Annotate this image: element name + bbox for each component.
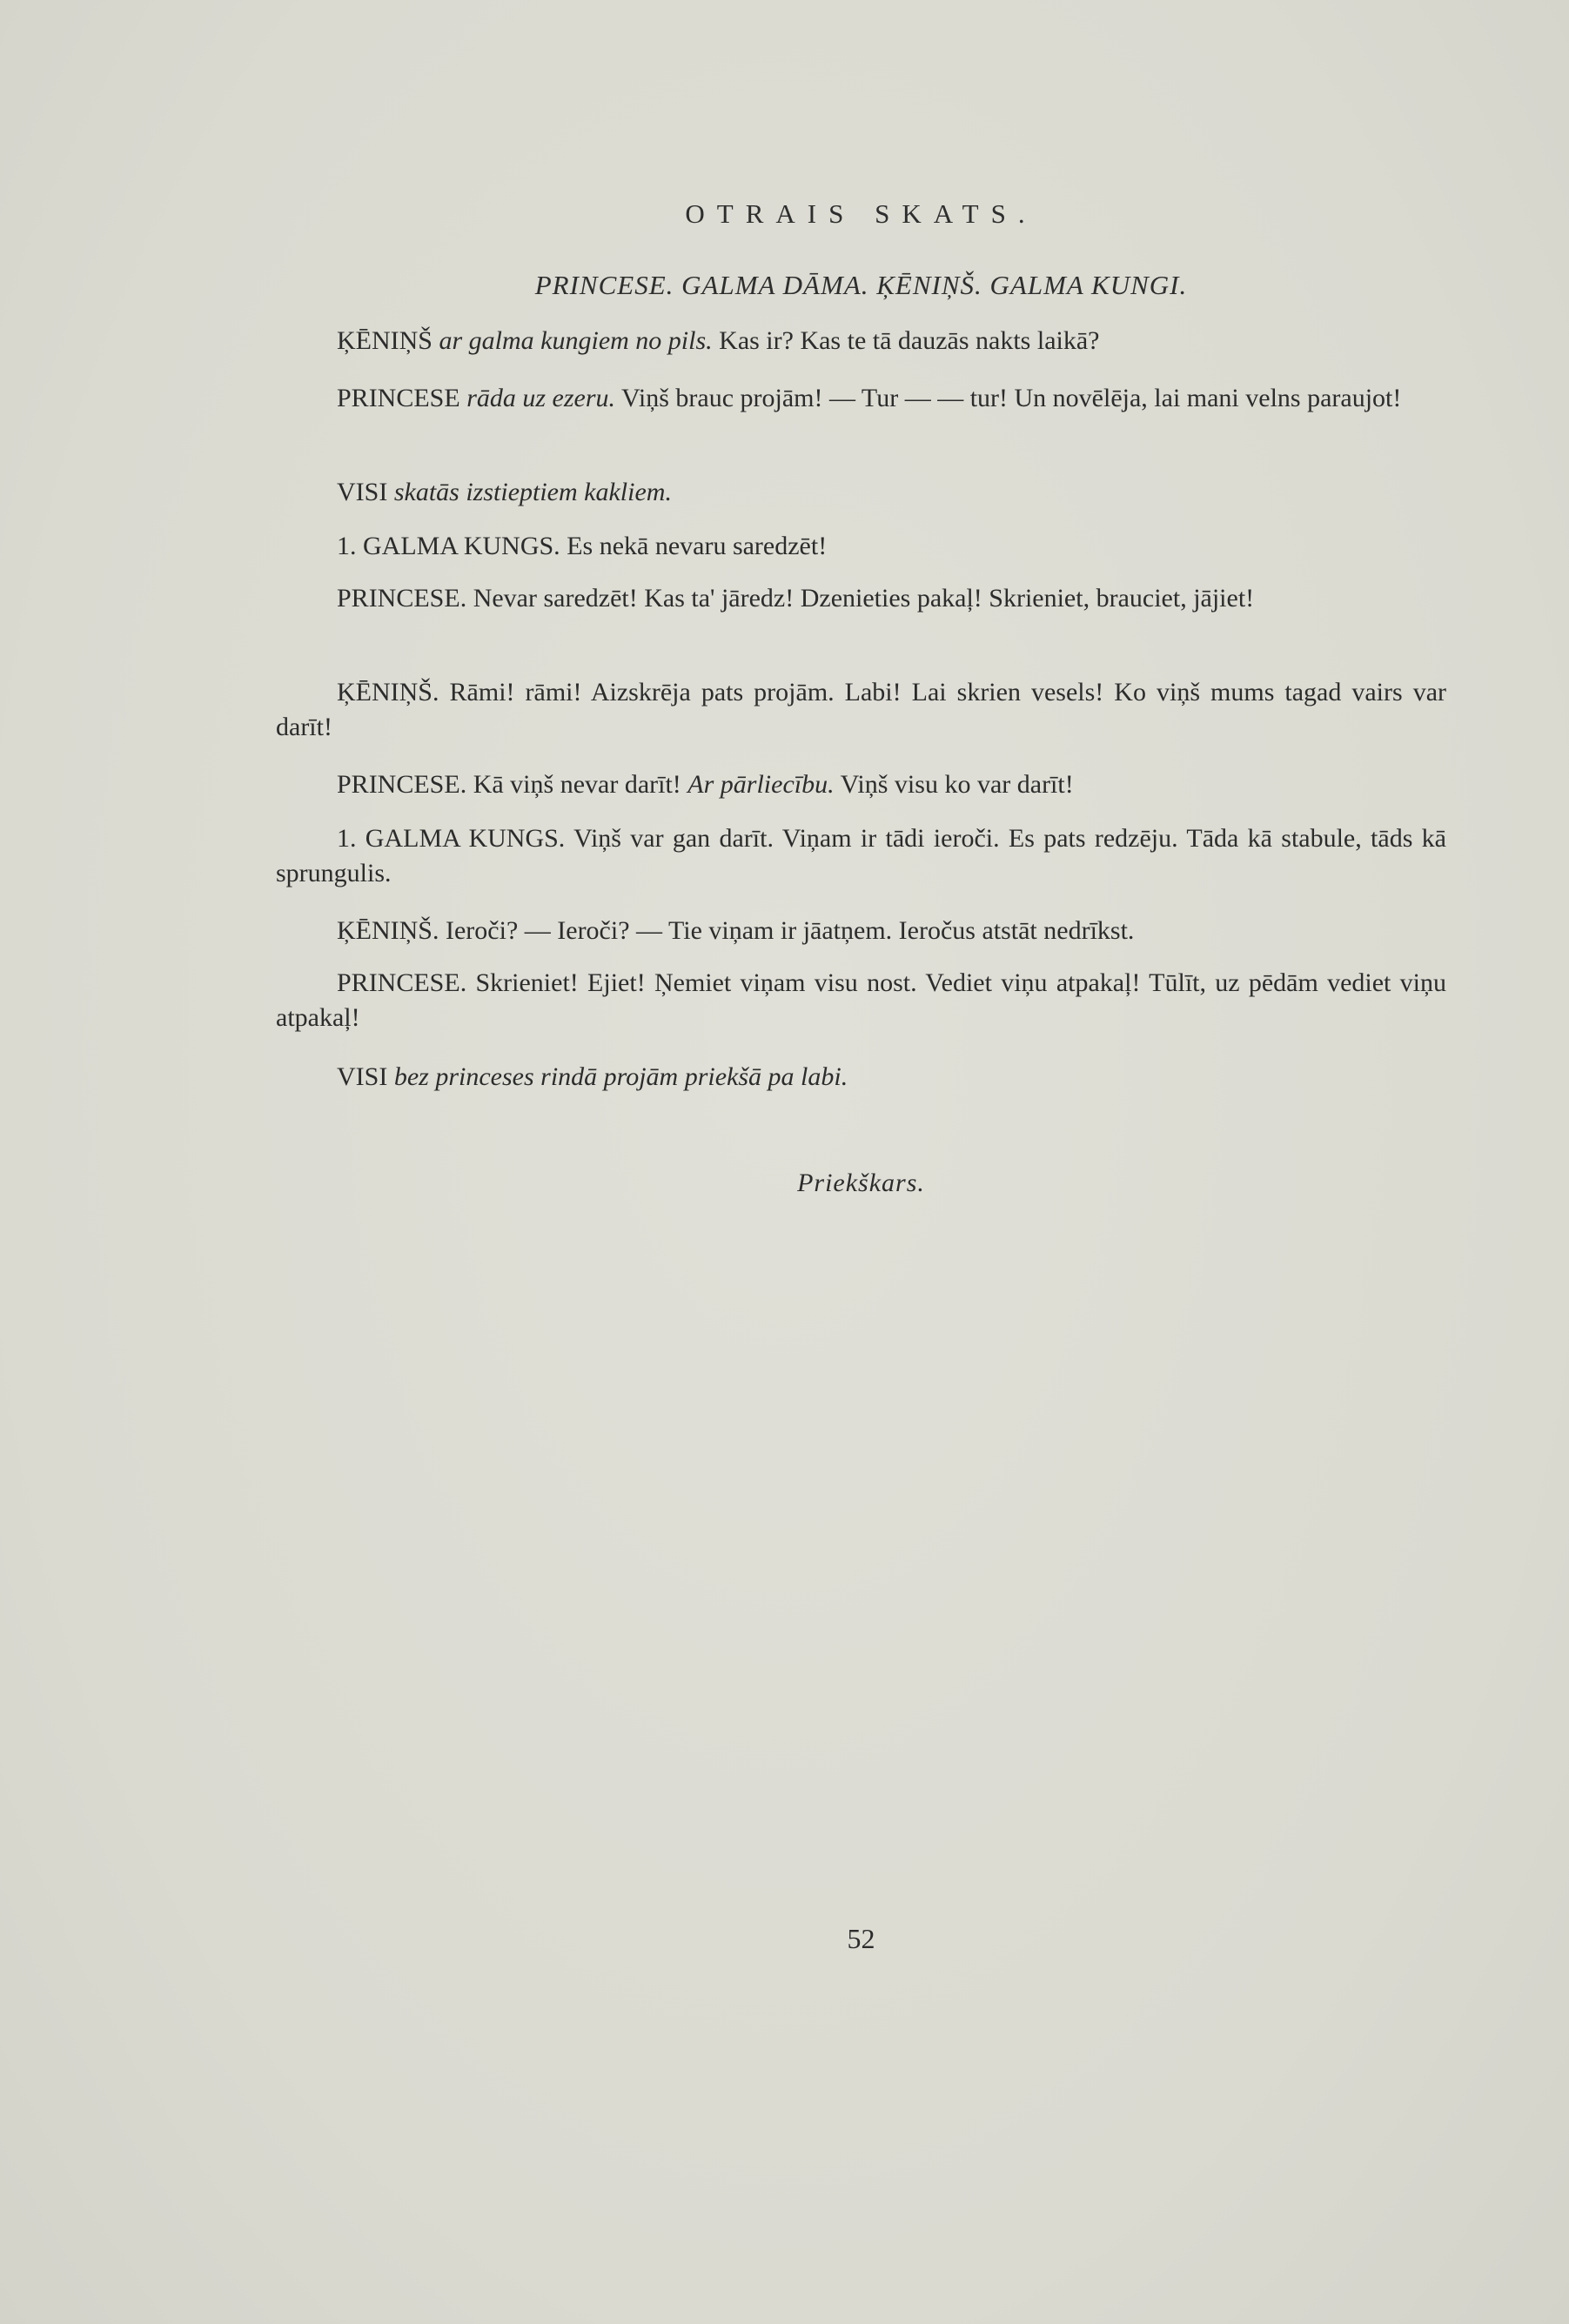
stage-direction: bez princeses rindā projām priekšā pa labi. [393, 1062, 848, 1091]
cast-list: PRINCESE. GALMA DĀMA. ĶĒNIŅŠ. GALMA KUNGI. [534, 270, 1188, 300]
dialogue-line [276, 475, 1446, 510]
dialogue-line [276, 324, 1446, 358]
dialogue-line [276, 675, 1446, 745]
speech: Rāmi! rāmi! Aizskrēja pats projām. Labi! Lai skrien vesels! Ko viņš mums tagad vairs var darīt! [276, 678, 1447, 741]
dialogue-line [276, 914, 1446, 948]
dialogue-line [276, 1060, 1446, 1095]
stage-direction: ar galma kungiem no pils. [439, 326, 713, 355]
dialogue-line [276, 381, 1446, 416]
stage-direction: skatās izstieptiem kakliem. [393, 478, 672, 506]
speaker: PRINCESE. [337, 584, 467, 613]
speaker: VISI [337, 1062, 388, 1091]
speech: Skrieniet! Ejiet! Ņemiet viņam visu nost. Vediet viņu atpakaļ! Tūlīt, uz pēdām vediet viņu atpakaļ! [276, 968, 1446, 1032]
speaker: ĶĒNIŅŠ. [337, 916, 439, 945]
speech: Viņš visu ko var darīt! [840, 770, 1074, 799]
stage-direction: Ar pārliecību. [687, 770, 835, 799]
speaker: PRINCESE. [337, 770, 467, 799]
dialogue-line [276, 767, 1446, 802]
speaker: ĶĒNIŅŠ. [337, 678, 439, 707]
speaker: 1. GALMA KUNGS. [337, 532, 560, 560]
speech: Nevar saredzēt! Kas ta' jāredz! Dzenieties pakaļ! Skrieniet, brauciet, jājiet! [473, 584, 1255, 613]
page-number: 52 [847, 1923, 875, 1954]
speech: Kas ir? Kas te tā dauzās nakts laikā? [719, 326, 1100, 355]
dialogue-line [276, 821, 1446, 891]
speaker: PRINCESE [337, 384, 460, 412]
speaker: 1. GALMA KUNGS. [337, 824, 566, 853]
scene-title: OTRAIS SKATS. [685, 198, 1037, 229]
speaker: ĶĒNIŅŠ [337, 326, 432, 355]
curtain-direction: Priekškars. [797, 1169, 925, 1197]
speaker: PRINCESE. [337, 968, 467, 997]
speech: Viņš var gan darīt. Viņam ir tādi ieroči. Es pats redzēju. Tāda kā stabule, tāds kā sprungulis. [276, 824, 1446, 887]
speaker: VISI [337, 478, 388, 506]
speech: Kā viņš nevar darīt! [473, 770, 681, 799]
speech: Es nekā nevaru saredzēt! [567, 532, 828, 560]
dialogue-line [276, 529, 1446, 564]
dialogue-line [276, 966, 1446, 1035]
speech: Ieroči? — Ieroči? — Tie viņam ir jāatņem. Ieročus atstāt nedrīkst. [446, 916, 1135, 945]
dialogue-line [276, 581, 1446, 616]
stage-direction: rāda uz ezeru. [466, 384, 616, 412]
speech: Viņš brauc projām! — Tur — — tur! Un novēlēja, lai mani velns paraujot! [621, 384, 1402, 412]
